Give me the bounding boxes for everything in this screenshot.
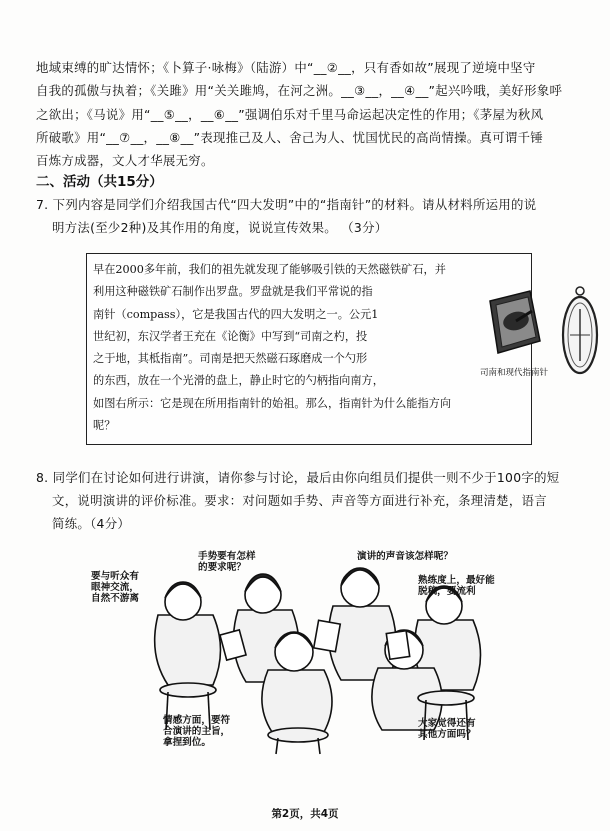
q8-prompt-line-1: 8. 同学们在讨论如何进行讲演，请你参与讨论，最后由你向组员们提供一则不少于100字的短: [36, 470, 560, 485]
material-line: 南针（compass），它是我国古代的四大发明之一。公元1: [93, 308, 379, 321]
speech-bubble-voice: [357, 551, 453, 562]
speech-bubble-gesture: [198, 551, 256, 573]
material-line: 如图右所示：它是现在所用指南针的始祖。那么，指南针为什么能指方向: [93, 397, 452, 410]
material-line: 利用这种磁铁矿石制作出罗盘。罗盘就是我们平常说的指: [93, 285, 373, 298]
q8-prompt-line-2: 文，说明演讲的评价标准。要求：对问题如手势、声音等方面进行补充，条理清楚，语言: [52, 493, 547, 508]
material-line: 早在2000多年前，我们的祖先就发现了能够吸引铁的天然磁铁矿石，并: [93, 263, 446, 276]
q7-prompt-line-2: 明方法(至少2种)及其作用的角度，说说宣传效果。 （3分）: [52, 220, 388, 235]
bubble-text: 眼神交流，: [91, 582, 139, 593]
paper-sheet: [386, 631, 409, 660]
bubble-text: 手势要有怎样: [198, 551, 256, 562]
bubble-text: 熟练度上，最好能: [418, 575, 495, 586]
material-line: 之于地，其柢指南”。司南是把天然磁石琢磨成一个勺形: [93, 352, 368, 365]
section-heading: 二、活动（共15分）: [36, 174, 163, 190]
material-line: 的东西，放在一个光滑的盘上，静止时它的勺柄指向南方，: [93, 374, 384, 387]
q7-prompt-line-1: 7. 下列内容是同学们介绍我国古代“四大发明”中的“指南针”的材料。请从材料所运用的说: [36, 197, 537, 212]
bubble-text: 演讲的声音该怎样呢？: [357, 551, 453, 562]
material-line: 世纪初，东汉学者王充在《论衡》中写到“司南之杓，投: [93, 330, 368, 343]
page-footer: 第2页，共4页: [271, 808, 339, 820]
speech-bubble-emotion: [163, 715, 230, 748]
student-figure: [155, 582, 221, 685]
bubble-text: 脱稿，要流利: [418, 586, 476, 597]
figure-caption: 司南和现代指南针: [480, 368, 549, 378]
material-line: 呢？: [93, 419, 116, 432]
bubble-text: 要与听众有: [91, 571, 139, 582]
speech-bubble-fluency: [418, 575, 495, 597]
bubble-text: 拿捏到位。: [163, 737, 211, 748]
paper-sheet: [314, 620, 341, 651]
bubble-text: 合演讲的主旨，: [163, 726, 231, 737]
passage-line-5: 百炼方成器，文人才华展无穷。: [36, 153, 214, 168]
passage-line-3: 之欲出；《马说》用“__⑤__，__⑥__”强调伯乐对千里马命运起决定性的作用；《茅屋为秋风: [36, 107, 544, 122]
q8-prompt-line-3: 简练。（4分）: [52, 516, 131, 531]
sinan-spoon-icon: [490, 291, 540, 353]
bubble-text: 情感方面，要符: [163, 715, 231, 726]
q7-material-box: [86, 253, 549, 445]
bubble-text: 的要求呢？: [198, 562, 246, 573]
modern-compass-icon: [563, 287, 597, 373]
passage-line-2: 自我的孤傲与执着；《关雎》用“关关雎鸠，在河之洲。__③__，__④__”起兴吟哦，美好形象呼: [36, 83, 563, 98]
speech-bubble-other: [418, 718, 476, 740]
stool: [268, 728, 328, 754]
passage-line-4: 所破歌》用“__⑦__，__⑧__”表现推己及人、舍己为人、忧国忧民的高尚情操。真可谓千锤: [36, 130, 544, 145]
speech-bubble-eye-contact: [91, 571, 139, 604]
passage-line-1: 地域束缚的旷达情怀；《卜算子·咏梅》（陆游）中“__②__，只有香如故”展现了逆境中坚守: [36, 60, 536, 75]
bubble-text: 自然不游离: [91, 593, 139, 604]
bubble-text: 大家觉得还有: [418, 718, 476, 729]
bubble-text: 其他方面吗？: [418, 729, 476, 740]
